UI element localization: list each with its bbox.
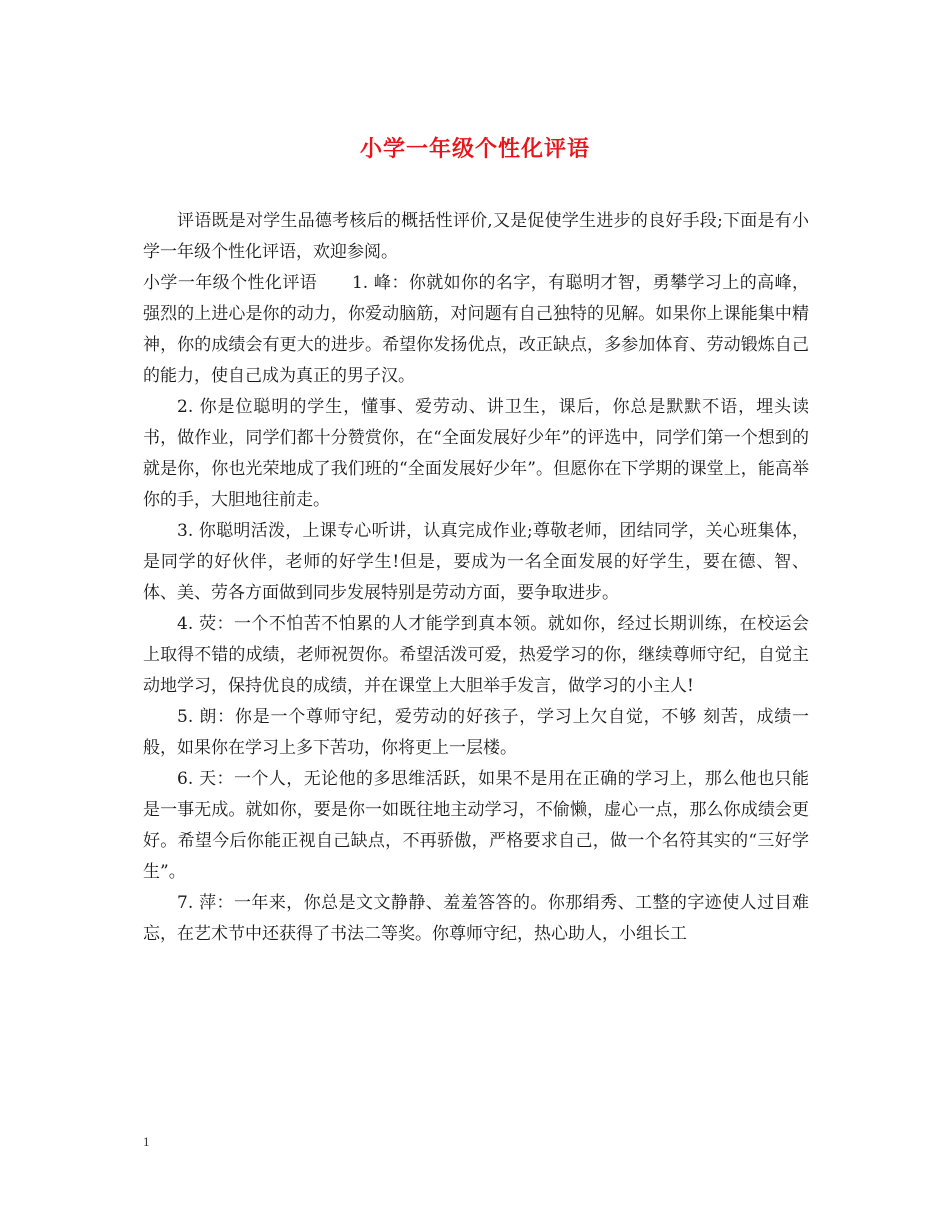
paragraph: 5. 朗：你是一个尊师守纪，爱劳动的好孩子，学习上欠自觉，不够 刻苦，成绩一般，如果你在学习上多下苦功，你将更上一层楼。: [143, 707, 809, 758]
paragraph: 评语既是对学生品德考核后的概括性评价,又是促使学生进步的良好手段;下面是有小学一年级个性化评语，欢迎参阅。: [143, 211, 809, 262]
document-body: [143, 206, 809, 950]
page-number: 1: [143, 1134, 150, 1149]
paragraph: 3. 你聪明活泼，上课专心听讲，认真完成作业;尊敬老师，团结同学，关心班集体，是同学的好伙伴，老师的好学生!但是，要成为一名全面发展的好学生，要在德、智、体、美、劳各方面做到同步发展特别是劳动方面，要争取进步。: [143, 521, 809, 603]
paragraph: 小学一年级个性化评语 1. 峰：你就如你的名字，有聪明才智，勇攀学习上的高峰，强烈的上进心是你的动力，你爱动脑筋，对问题有自己独特的见解。如果你上课能集中精神，你的成绩会有更大的进步。希望你发扬优点，改正缺点，多参加体育、劳动锻炼自己的能力，使自己成为真正的男子汉。: [143, 273, 809, 386]
paragraph: 2. 你是位聪明的学生，懂事、爱劳动、讲卫生，课后，你总是默默不语，埋头读书，做作业，同学们都十分赞赏你，在“全面发展好少年”的评选中，同学们第一个想到的就是你，你也光荣地成了我们班的“全面发展好少年”。但愿你在下学期的课堂上，能高举你的手，大胆地往前走。: [143, 397, 809, 510]
paragraph: 4. 荧：一个不怕苦不怕累的人才能学到真本领。就如你，经过长期训练，在校运会上取得不错的成绩，老师祝贺你。希望活泼可爱，热爱学习的你，继续尊师守纪，自觉主动地学习，保持优良的成绩，并在课堂上大胆举手发言，做学习的小主人!: [143, 614, 809, 696]
paragraph: 7. 萍：一年来，你总是文文静静、羞羞答答的。你那绢秀、工整的字迹使人过目难忘，在艺术节中还获得了书法二等奖。你尊师守纪，热心助人，小组长工: [143, 893, 809, 944]
paragraph: 6. 天：一个人，无论他的多思维活跃，如果不是用在正确的学习上，那么他也只能是一事无成。就如你，要是你一如既往地主动学习，不偷懒，虚心一点，那么你成绩会更好。希望今后你能正视自己缺点，不再骄傲，严格要求自己，做一个名符其实的“三好学生”。: [143, 769, 809, 882]
document-title: 小学一年级个性化评语: [359, 137, 590, 162]
